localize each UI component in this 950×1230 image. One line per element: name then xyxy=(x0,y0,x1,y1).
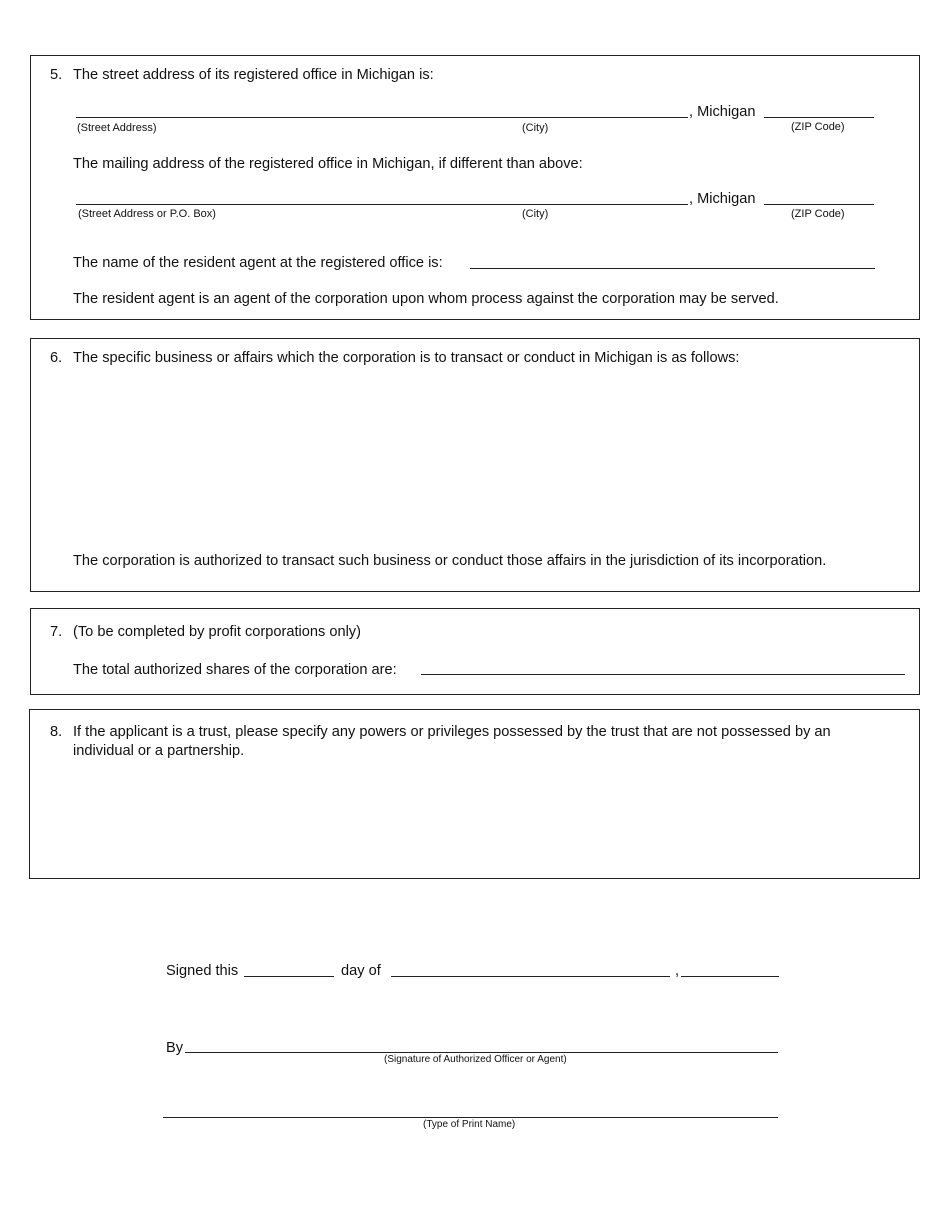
resident-agent-note: The resident agent is an agent of the corporation upon whom process against the corporation may be served. xyxy=(73,291,779,307)
section-5-text: The street address of its registered office in Michigan is: xyxy=(73,67,434,83)
signed-month-field[interactable] xyxy=(391,976,670,977)
section-8-number: 8. xyxy=(50,724,63,740)
city-label: (City) xyxy=(522,122,549,134)
section-6-note: The corporation is authorized to transact such business or conduct those affairs in the jurisdiction of its incorporation. xyxy=(73,553,827,569)
signed-day-field[interactable] xyxy=(244,976,334,977)
section-8-text-line-1: If the applicant is a trust, please specify any powers or privileges possessed by the trust that are not possessed by an xyxy=(73,724,831,740)
section-5-box xyxy=(30,55,920,320)
state-label: , Michigan xyxy=(689,104,756,120)
date-comma: , xyxy=(675,963,680,979)
mailing-zip-code-field[interactable] xyxy=(764,204,874,205)
day-of-label: day of xyxy=(341,963,381,979)
signed-this-label: Signed this xyxy=(166,963,239,979)
signature-field[interactable] xyxy=(185,1052,778,1053)
mailing-street-address-field[interactable] xyxy=(76,204,688,205)
resident-agent-name-field[interactable] xyxy=(470,268,875,269)
mailing-address-text: The mailing address of the registered office in Michigan, if different than above: xyxy=(73,156,583,172)
section-7-text: (To be completed by profit corporations only) xyxy=(73,624,361,640)
mailing-zip-code-label: (ZIP Code) xyxy=(791,208,845,220)
section-6-text: The specific business or affairs which the corporation is to transact or conduct in Michigan is as follows: xyxy=(73,350,740,366)
business-affairs-area[interactable] xyxy=(72,372,902,542)
zip-code-field[interactable] xyxy=(764,117,874,118)
signature-label: (Signature of Authorized Officer or Agent) xyxy=(384,1054,567,1065)
mailing-street-address-label: (Street Address or P.O. Box) xyxy=(78,208,216,220)
zip-code-label: (ZIP Code) xyxy=(791,121,845,133)
section-7-box xyxy=(30,608,920,695)
trust-powers-area[interactable] xyxy=(72,765,902,865)
section-8-text-line-2: individual or a partnership. xyxy=(73,743,245,759)
print-name-field[interactable] xyxy=(163,1117,778,1118)
section-7-number: 7. xyxy=(50,624,63,640)
section-5-number: 5. xyxy=(50,67,63,83)
mailing-city-label: (City) xyxy=(522,208,549,220)
by-label: By xyxy=(166,1040,184,1056)
section-6-number: 6. xyxy=(50,350,63,366)
street-address-field[interactable] xyxy=(76,117,688,118)
mailing-state-label: , Michigan xyxy=(689,191,756,207)
print-name-label: (Type of Print Name) xyxy=(423,1119,516,1130)
signed-year-field[interactable] xyxy=(681,976,779,977)
authorized-shares-text: The total authorized shares of the corporation are: xyxy=(73,662,397,678)
authorized-shares-field[interactable] xyxy=(421,674,905,675)
street-address-label: (Street Address) xyxy=(77,122,157,134)
resident-agent-text: The name of the resident agent at the registered office is: xyxy=(73,255,443,271)
